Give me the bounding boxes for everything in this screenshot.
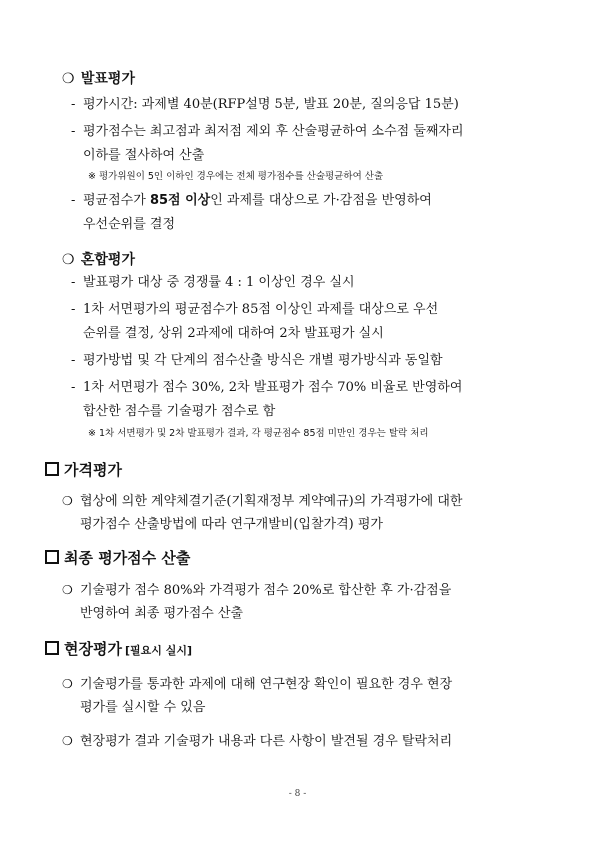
checkbox-square-icon (45, 641, 59, 655)
highlight-85: 85점 이상 (149, 193, 211, 208)
circle-bullet-icon: ❍ (62, 252, 75, 268)
mixed-item-4: - 1차 서면평가 점수 30%, 2차 발표평가 점수 70% 비율로 반영하여 (71, 380, 463, 395)
circle-bullet-icon: ❍ (62, 677, 73, 691)
dash-marker: - (71, 193, 76, 208)
circle-bullet-icon: ❍ (62, 71, 75, 87)
presentation-item-2: - 평가점수는 최고점과 최저점 제외 후 산술평균하여 소수점 둘째자리 (71, 124, 464, 139)
mixed-note: ※ 1차 서면평가 및 2차 발표평가 결과, 각 평균점수 85점 미만인 경우는 탈락 처리 (88, 428, 429, 439)
dash-marker: - (71, 302, 76, 317)
mixed-heading-text: 혼합평가 (80, 252, 135, 268)
presentation-heading-text: 발표평가 (80, 71, 135, 87)
price-heading-text: 가격평가 (64, 461, 122, 479)
dash-marker: - (71, 124, 76, 139)
mixed-item-3: - 평가방법 및 각 단계의 점수산출 방식은 개별 평가방식과 동일함 (71, 353, 443, 368)
site-heading (45, 638, 192, 659)
mixed-item-4-cont: 합산한 점수를 기술평가 점수로 함 (83, 404, 276, 419)
mixed-heading (62, 249, 135, 269)
checkbox-square-icon (45, 550, 59, 564)
checkbox-square-icon (45, 462, 59, 476)
mixed-item-1: - 발표평가 대상 중 경쟁률 4 : 1 이상인 경우 실시 (71, 275, 355, 290)
page-number: - 8 - (288, 789, 307, 799)
circle-bullet-icon: ❍ (62, 494, 73, 508)
dash-marker: - (71, 353, 76, 368)
final-heading (45, 547, 190, 568)
presentation-item-2-cont: 이하를 절사하여 산출 (83, 148, 205, 163)
site-heading-suffix: [필요시 실시] (124, 644, 192, 657)
presentation-item-3: - 평균점수가 85점 이상인 과제를 대상으로 가·감점을 반영하여 (71, 193, 432, 208)
price-item-1-cont: 평가점수 산출방법에 따라 연구개발비(입찰가격) 평가 (80, 517, 383, 532)
presentation-item-3-cont: 우선순위를 결정 (83, 217, 176, 232)
presentation-note: ※ 평가위원이 5인 이하인 경우에는 전체 평가점수를 산술평균하여 산출 (88, 171, 384, 182)
site-item-1-cont: 평가를 실시할 수 있음 (80, 700, 206, 715)
presentation-heading (62, 68, 135, 88)
site-item-1: ❍ 기술평가를 통과한 과제에 대해 연구현장 확인이 필요한 경우 현장 (62, 677, 453, 692)
dash-marker: - (71, 380, 76, 395)
presentation-item-1: - 평가시간: 과제별 40분(RFP설명 5분, 발표 20분, 질의응답 15분) (71, 97, 459, 112)
price-heading (45, 459, 122, 480)
site-item-2: ❍ 현장평가 결과 기술평가 내용과 다른 사항이 발견될 경우 탈락처리 (62, 734, 453, 749)
mixed-item-2: - 1차 서면평가의 평균점수가 85점 이상인 과제를 대상으로 우선 (71, 302, 439, 317)
circle-bullet-icon: ❍ (62, 583, 73, 597)
mixed-item-2-cont: 순위를 결정, 상위 2과제에 대하여 2차 발표평가 실시 (83, 326, 384, 341)
site-heading-text: 현장평가 (64, 640, 122, 658)
price-item-1: ❍ 협상에 의한 계약체결기준(기획재정부 계약예규)의 가격평가에 대한 (62, 494, 463, 509)
dash-marker: - (71, 97, 76, 112)
circle-bullet-icon: ❍ (62, 734, 73, 748)
final-heading-text: 최종 평가점수 산출 (64, 549, 191, 567)
dash-marker: - (71, 275, 76, 290)
final-item-1-cont: 반영하여 최종 평가점수 산출 (80, 606, 244, 621)
final-item-1: ❍ 기술평가 점수 80%와 가격평가 점수 20%로 합산한 후 가·감점을 (62, 583, 452, 598)
